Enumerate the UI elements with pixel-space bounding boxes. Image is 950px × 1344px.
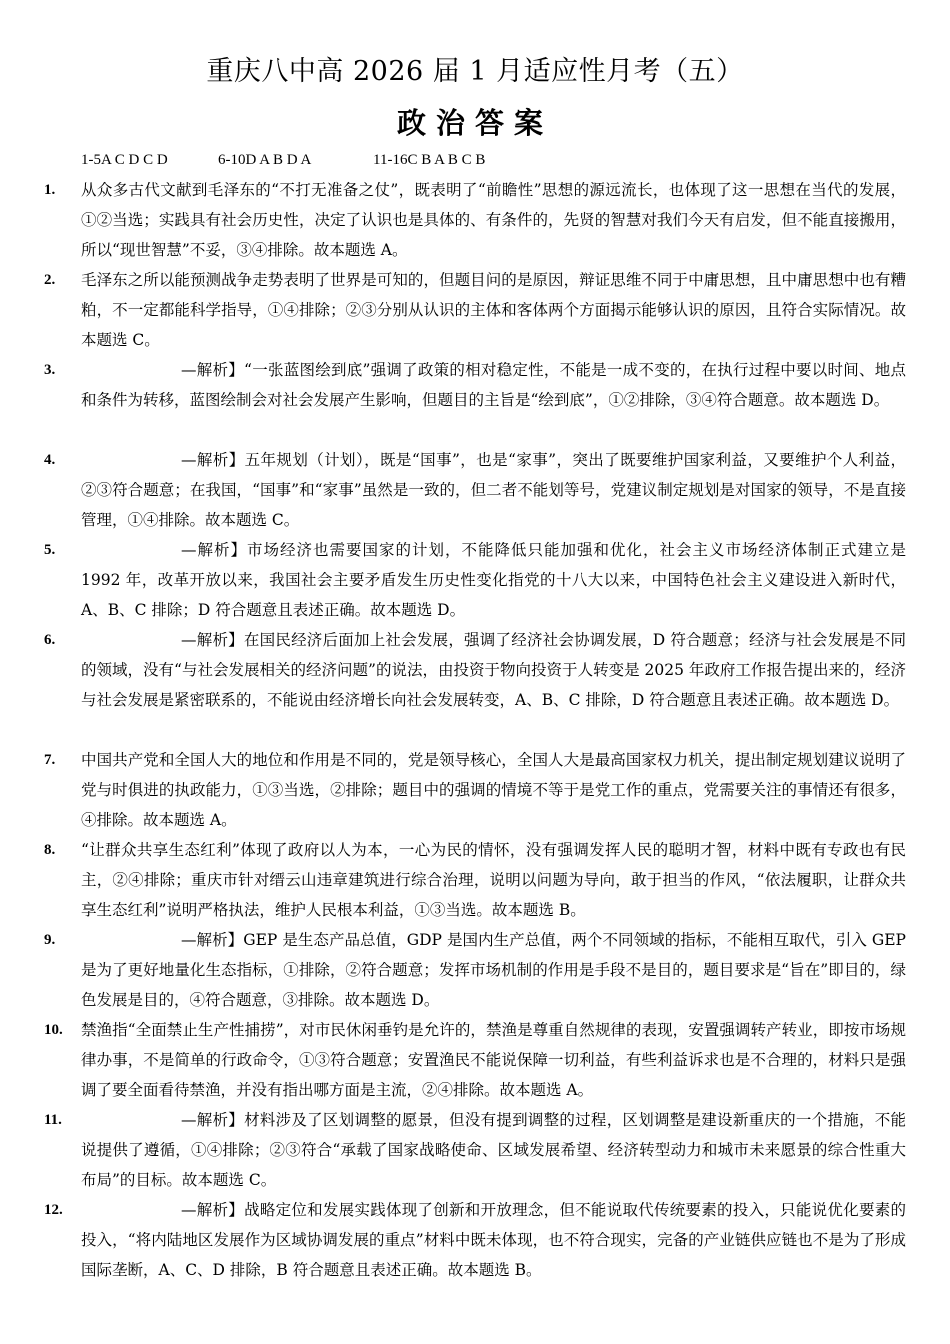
question-number: 2. — [44, 272, 56, 288]
question-explanation: —解析】“一张蓝图绘到底”强调了政策的相对稳定性，不能是一成不变的，在执行过程中要以时间、地点和条件为转移，蓝图绘制会对社会发展产生影响，但题目的主旨是“绘到底”，①②排除，③④符合题意。故本题选 D。 — [81, 361, 906, 409]
question-explanation: 从众多古代文献到毛泽东的“不打无准备之仗”，既表明了“前瞻性”思想的源远流长，也体现了这一思想在当代的发展，①②当选；实践具有社会历史性，决定了认识也是具体的、有条件的，先贤的智慧对我们今天有启发，但不能直接搬用，所以“现世智慧”不妥，③④排除。故本题选 A。 — [81, 181, 906, 259]
analysis-prefix: —解析】 — [181, 1201, 245, 1219]
question-explanation: “让群众共享生态红利”体现了政府以人为本，一心为民的情怀，没有强调发挥人民的聪明才智，材料中既有专政也有民主，②④排除；重庆市针对缙云山违章建筑进行综合治理，说明以问题为导向，敢于担当的作风，“依法履职，让群众共享生态红利”说明严格执法，维护人民根本利益，①③当选。故本题选 B。 — [81, 841, 906, 919]
analysis-prefix: —解析】 — [181, 451, 245, 469]
answer-key — [81, 148, 485, 172]
question-explanation: 中国共产党和全国人大的地位和作用是不同的，党是领导核心，全国人大是最高国家权力机关，提出制定规划建议说明了党与时俱进的执政能力，①③当选，②排除；题目中的强调的情境不等于是党工作的重点，党需要关注的事情还有很多，④排除。故本题选 A。 — [81, 751, 906, 829]
question-explanation: —解析】GEP 是生态产品总值，GDP 是国内生产总值，两个不同领域的指标，不能相互取代，引入 GEP 是为了更好地量化生态指标，①排除，②符合题意；发挥市场机制的作用是手段不是目的，题目要求是“旨在”即目的，绿色发展是目的，④符合题意，③排除。故本题选 D。 — [81, 931, 906, 1009]
question-number: 6. — [44, 632, 56, 648]
question-number: 9. — [44, 932, 56, 948]
question-number: 1. — [44, 182, 56, 198]
page-title: 重庆八中高 2026 届 1 月适应性月考（五） — [206, 56, 744, 87]
question-explanation: —解析】战略定位和发展实践体现了创新和开放理念，但不能说取代传统要素的投入，只能说优化要素的投入，“将内陆地区发展作为区域协调发展的重点”材料中既未体现，也不符合现实，完备的产业链供应链也不是为了形成国际垄断，A、C、D 排除，B 符合题意且表述正确。故本题选 B。 — [81, 1201, 906, 1279]
question-number: 4. — [44, 452, 56, 468]
question-explanation: —解析】五年规划（计划），既是“国事”，也是“家事”，突出了既要维护国家利益，又要维护个人利益，②③符合题意；在我国，“国事”和“家事”虽然是一致的，但二者不能划等号，党建议制定规划是对国家的领导，不是直接管理，①④排除。故本题选 C。 — [81, 451, 906, 529]
question-number: 3. — [44, 362, 56, 378]
question-explanation: —解析】在国民经济后面加上社会发展，强调了经济社会协调发展，D 符合题意；经济与社会发展是不同的领域，没有“与社会发展相关的经济问题”的说法，由投资于物向投资于人转变是 2025 年政府工作报告提出来的，经济与社会发展是紧密联系的，不能说由经济增长向社会发展转变，A、B、C 排除，D 符合题意且表述正确。故本题选 D。 — [81, 631, 906, 709]
question-explanation: —解析】市场经济也需要国家的计划，不能降低只能加强和优化，社会主义市场经济体制正式建立是 1992 年，改革开放以来，我国社会主要矛盾发生历史性变化指党的十八大以来，中国特色社会主义建设进入新时代，A、B、C 排除；D 符合题意且表述正确。故本题选 D。 — [81, 541, 906, 619]
analysis-prefix: —解析】 — [181, 631, 244, 649]
answer-group-3: 11-16C B A B C B — [373, 152, 486, 168]
answer-group-2: 6-10D A B D A — [218, 152, 312, 168]
page-subtitle: 政治答案 — [396, 106, 553, 140]
question-number: 12. — [44, 1202, 63, 1218]
analysis-prefix: —解析】 — [181, 541, 247, 559]
analysis-prefix: —解析】 — [181, 361, 245, 379]
question-explanation: 毛泽东之所以能预测战争走势表明了世界是可知的，但题目问的是原因，辩证思维不同于中庸思想，且中庸思想中也有糟粕，不一定都能科学指导，①④排除；②③分别从认识的主体和客体两个方面揭示能够认识的原因，且符合实际情况。故本题选 C。 — [81, 271, 906, 349]
question-number: 7. — [44, 752, 56, 768]
question-explanation: —解析】材料涉及了区划调整的愿景，但没有提到调整的过程，区划调整是建设新重庆的一个措施，不能说提供了遵循，①④排除；②③符合“承载了国家战略使命、区域发展希望、经济转型动力和城市未来愿景的综合性重大布局”的目标。故本题选 C。 — [81, 1111, 906, 1189]
question-number: 10. — [44, 1022, 63, 1038]
question-explanation: 禁渔指“全面禁止生产性捕捞”，对市民休闲垂钓是允许的，禁渔是尊重自然规律的表现，安置强调转产转业，即按市场规律办事，不是简单的行政命令，①③符合题意；安置渔民不能说保障一切利益，有些利益诉求也是不合理的，材料只是强调了要全面看待禁渔，并没有指出哪方面是主流，②④排除。故本题选 A。 — [81, 1021, 906, 1099]
question-number: 8. — [44, 842, 56, 858]
answer-group-1: 1-5A C D C D — [81, 152, 168, 168]
question-number: 5. — [44, 542, 56, 558]
question-number: 11. — [44, 1112, 62, 1128]
analysis-prefix: —解析】 — [181, 931, 244, 949]
analysis-prefix: —解析】 — [181, 1111, 245, 1129]
